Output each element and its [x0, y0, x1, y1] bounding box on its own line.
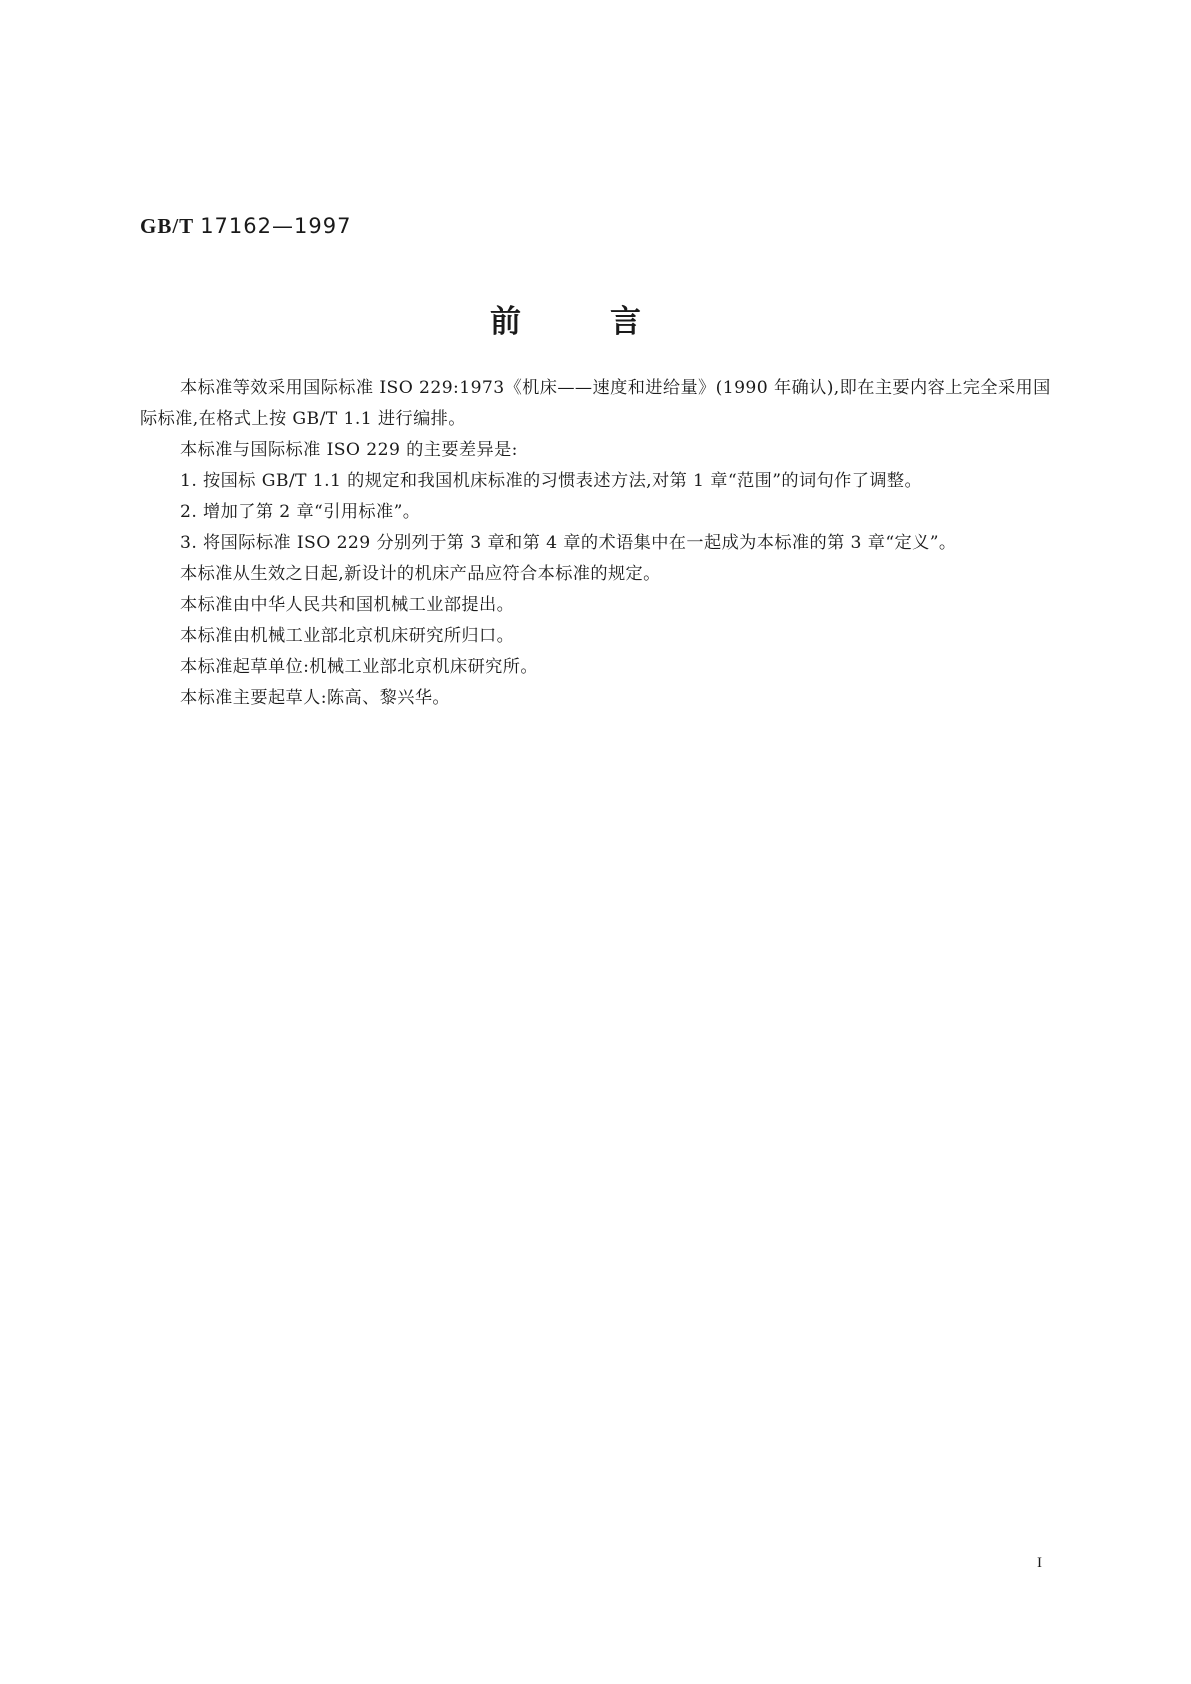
list-item: 3. 将国际标准 ISO 229 分别列于第 3 章和第 4 章的术语集中在一起成为本标准的第 3 章“定义”。 — [180, 533, 957, 553]
paragraph: 本标准从生效之日起,新设计的机床产品应符合本标准的规定。 — [180, 564, 661, 584]
paragraph: 本标准起草单位:机械工业部北京机床研究所。 — [180, 657, 538, 677]
title-char-1: 前 — [490, 304, 521, 340]
page-number: I — [1037, 1555, 1042, 1571]
paragraph: 本标准主要起草人:陈高、黎兴华。 — [180, 688, 451, 708]
paragraph: 本标准与国际标准 ISO 229 的主要差异是: — [180, 440, 518, 460]
standard-number-value: 17162—1997 — [200, 214, 352, 238]
paragraph: 本标准由中华人民共和国机械工业部提出。 — [180, 595, 515, 615]
title-char-2: 言 — [610, 304, 641, 340]
paragraph: 本标准由机械工业部北京机床研究所归口。 — [180, 626, 515, 646]
standard-code: GB/T — [140, 214, 195, 238]
preface-body — [140, 373, 1060, 714]
standard-number — [140, 213, 351, 239]
paragraph: 本标准等效采用国际标准 ISO 229:1973《机床——速度和进给量》(1990 年确认),即在主要内容上完全采用国际标准,在格式上按 GB/T 1.1 进行编排。 — [140, 378, 1051, 429]
page-title — [490, 302, 690, 342]
list-item: 1. 按国标 GB/T 1.1 的规定和我国机床标准的习惯表述方法,对第 1 章“范围”的词句作了调整。 — [180, 471, 923, 491]
list-item: 2. 增加了第 2 章“引用标准”。 — [180, 502, 421, 522]
